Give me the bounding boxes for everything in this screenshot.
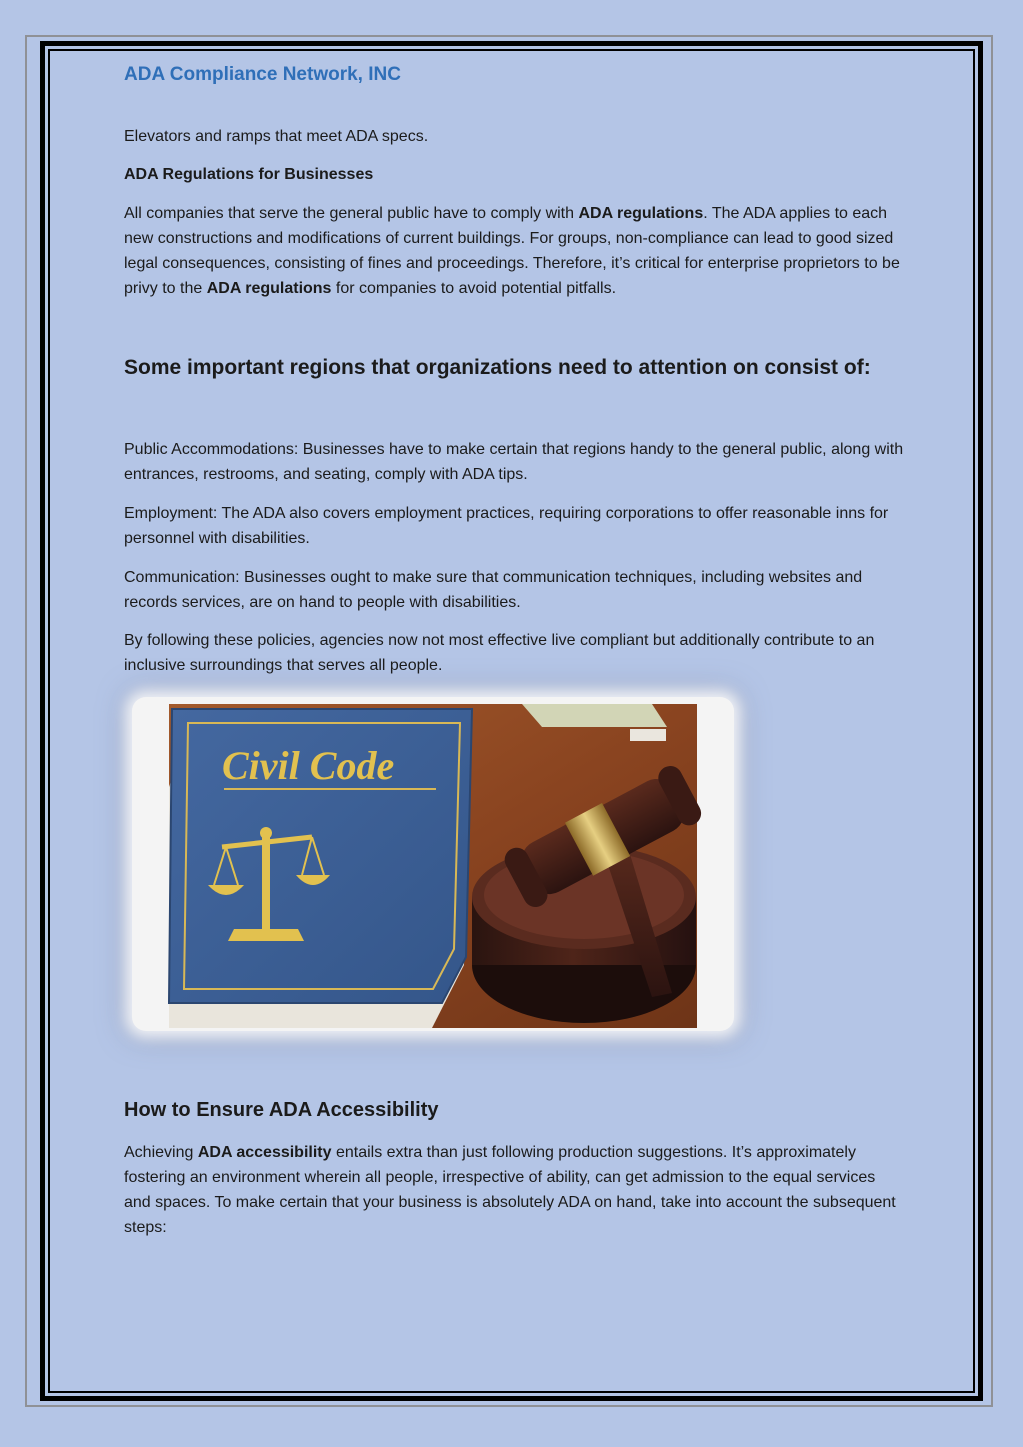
communication-paragraph: Communication: Businesses ought to make sure that communication techniques, including websites and records services, are on hand to people with disabilities. (124, 569, 863, 611)
ada-regulations-bold-2: ADA regulations (206, 280, 332, 297)
brand-header: ADA Compliance Network, INC (124, 64, 401, 85)
civil-code-photo (132, 697, 734, 1031)
accessibility-heading: How to Ensure ADA Accessibility (124, 1099, 439, 1121)
accessibility-paragraph: Achieving ADA accessibility entails extra than just following production suggestions. It’s approximately fostering an environment wherein all people, irrespective of ability, can get admission to the equal services and spaces. To make certain that your business is absolutely ADA on hand, take into account the subsequent steps: (124, 1144, 896, 1236)
following-policies-paragraph: By following these policies, agencies now not most effective live compliant but additionally contribute to an inclusive surroundings that serves all people. (124, 632, 875, 674)
employment-paragraph: Employment: The ADA also covers employment practices, requiring corporations to offer reasonable inns for personnel with disabilities. (124, 505, 889, 547)
paper-clip (630, 729, 666, 741)
paper-sheets (522, 704, 667, 727)
regions-heading: Some important regions that organizations need to attention on consist of: (124, 356, 871, 379)
ada-accessibility-bold: ADA accessibility (197, 1144, 332, 1161)
book-title: Civil Code (222, 743, 395, 788)
civil-code-illustration (132, 697, 734, 1031)
regulations-paragraph: All companies that serve the general public have to comply with ADA regulations. The ADA applies to each new constructions and modifications of current buildings. For groups, non-compliance can lead to good sized legal consequences, consisting of fines and proceedings. Therefore, it’s critical for enterprise proprietors to be privy to the ADA regulations for companies to avoid potential pitfalls. (124, 205, 900, 297)
regulations-subheading: ADA Regulations for Businesses (124, 166, 374, 183)
public-accommodations-paragraph: Public Accommodations: Businesses have to make certain that regions handy to the general public, along with entrances, restrooms, and seating, comply with ADA tips. (124, 441, 904, 483)
ada-regulations-bold-1: ADA regulations (578, 205, 704, 222)
elevators-line: Elevators and ramps that meet ADA specs. (124, 128, 429, 145)
